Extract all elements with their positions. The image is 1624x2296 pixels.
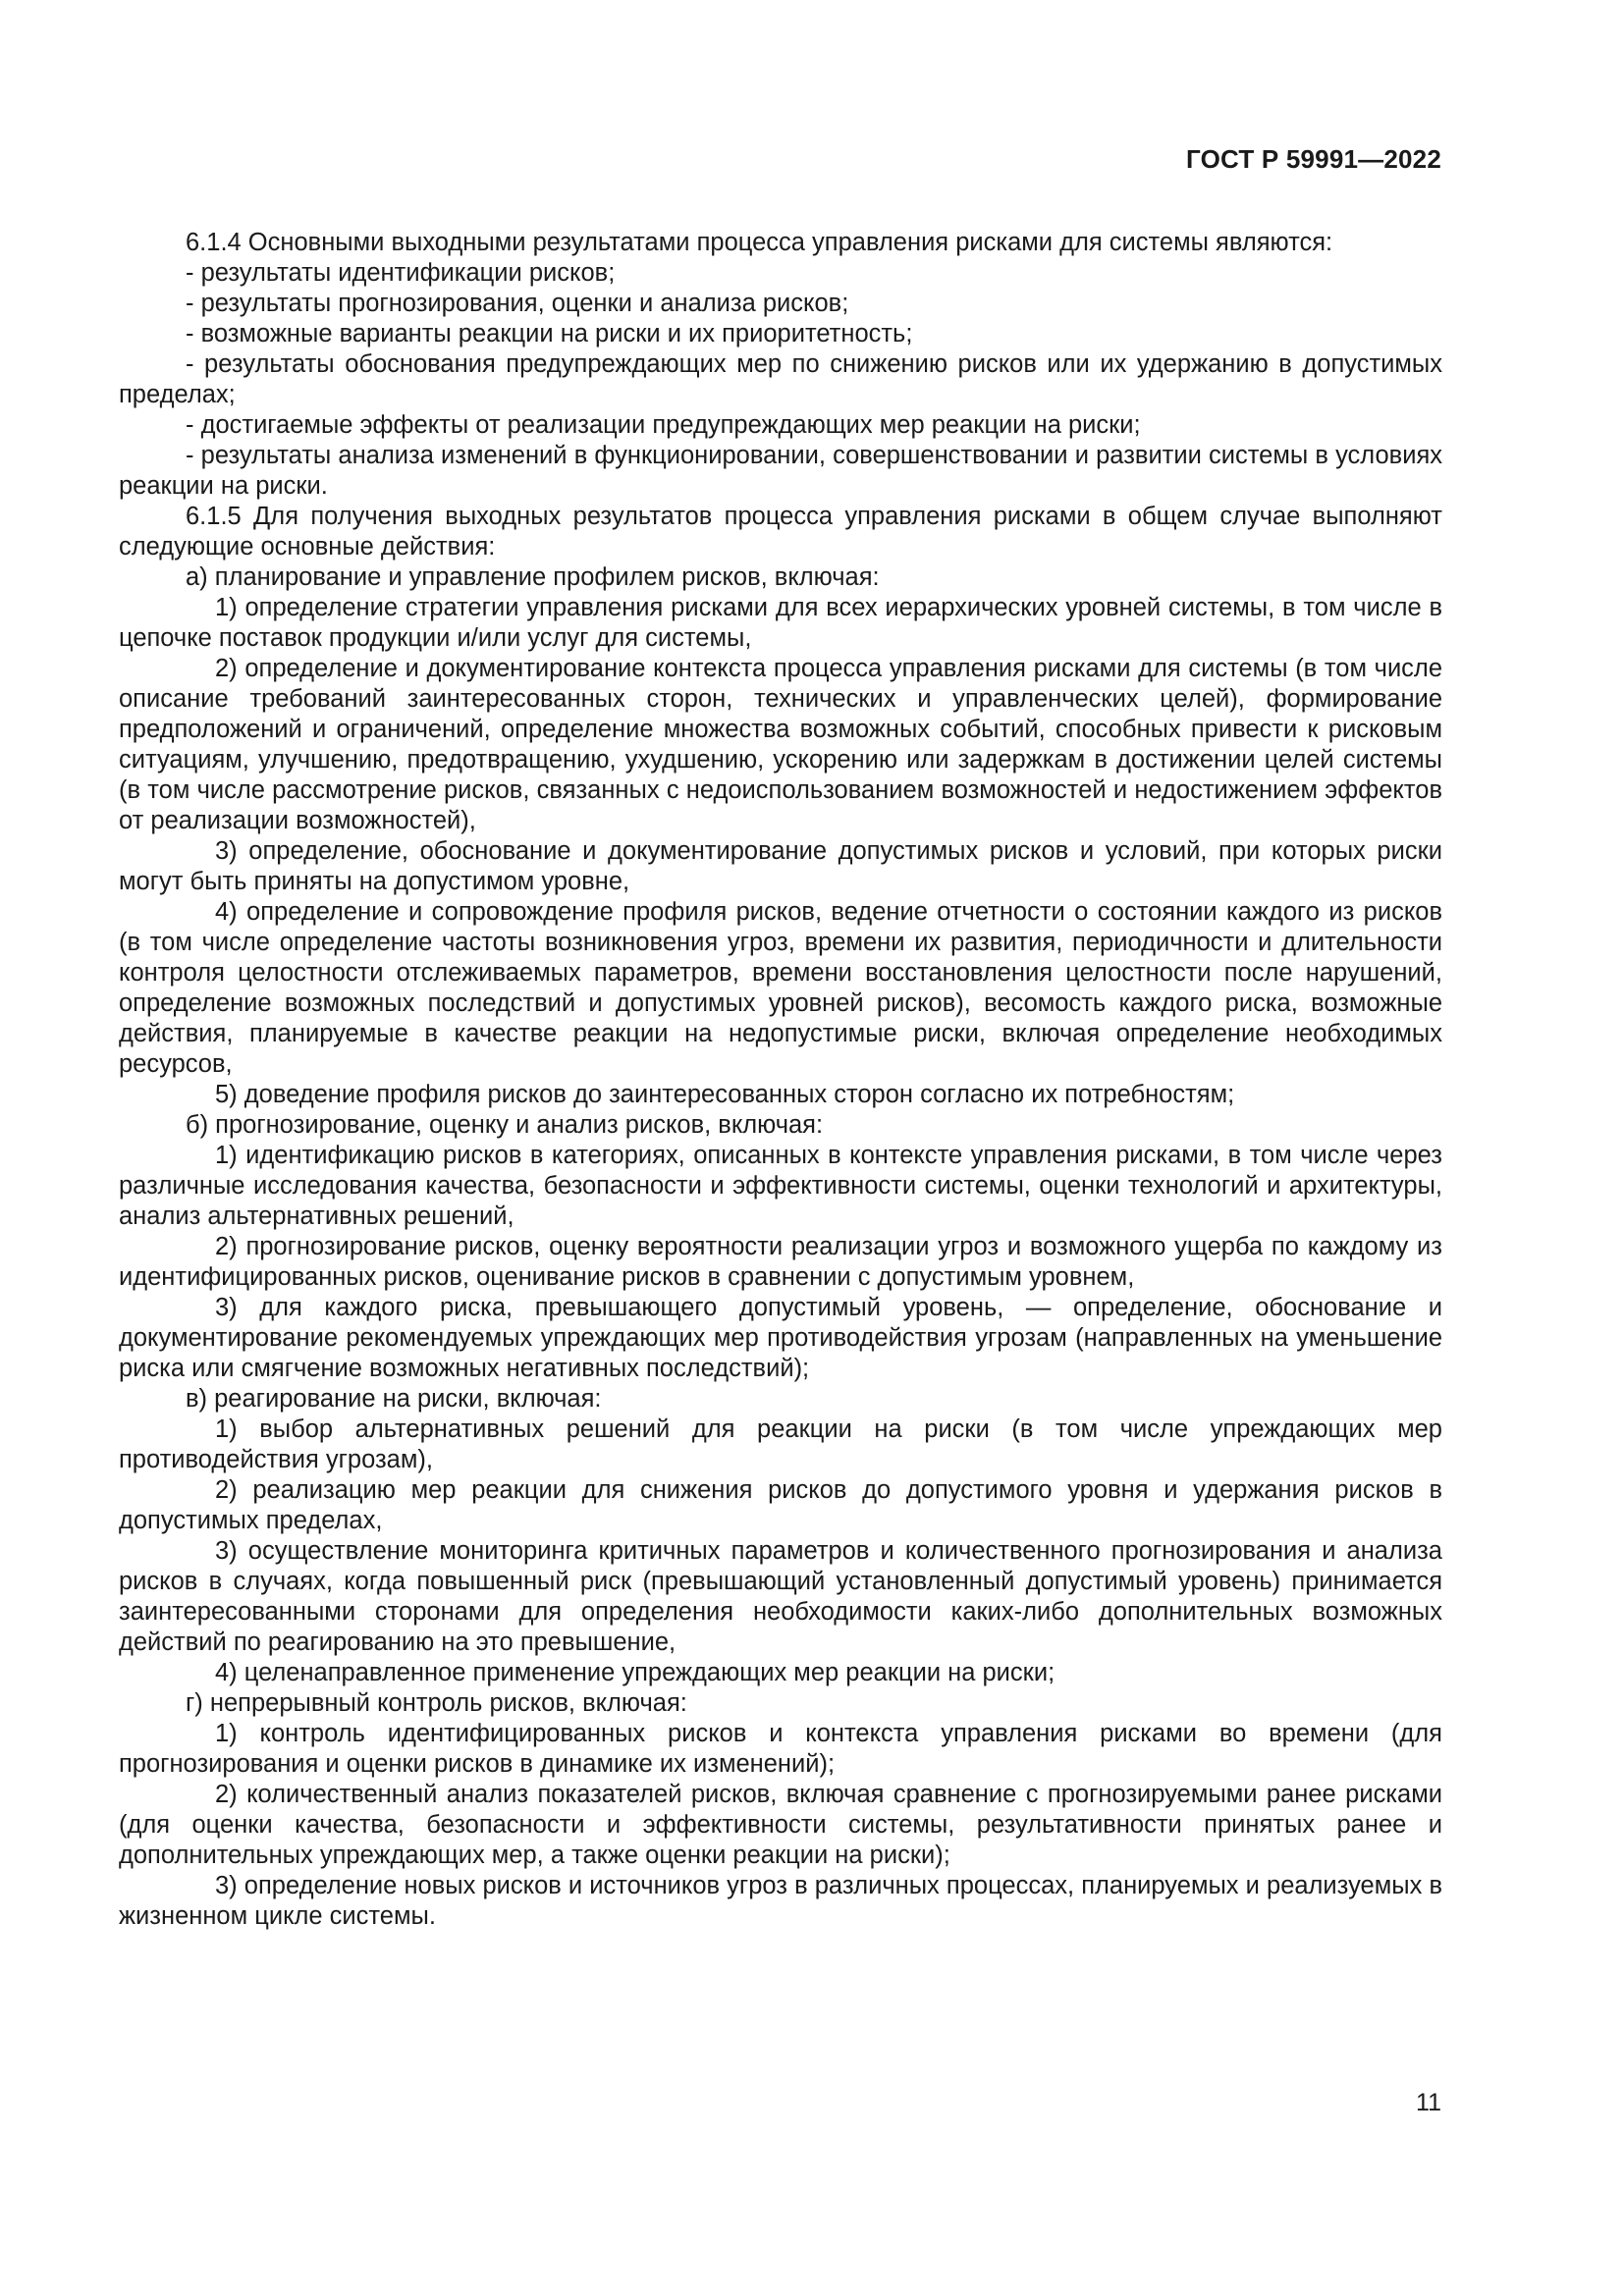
- paragraph: 2) реализацию мер реакции для снижения рисков до допустимого уровня и удержания рисков в допустимых пределах,: [119, 1476, 1442, 1534]
- paragraph: - результаты анализа изменений в функционировании, совершенствовании и развитии системы в условиях реакции на риски.: [119, 442, 1442, 500]
- paragraph: а) планирование и управление профилем рисков, включая:: [186, 563, 880, 591]
- paragraph: 2) количественный анализ показателей рисков, включая сравнение с прогнозируемыми ранее рисками (для оценки качества, безопасности и эффективности системы, результативности принятых ранее и дополнительных упреждающих мер, а также оценки реакции на риски);: [119, 1781, 1442, 1869]
- paragraph: 5) доведение профиля рисков до заинтересованных сторон согласно их потребностям;: [215, 1081, 1235, 1108]
- paragraph: 3) определение, обоснование и документирование допустимых рисков и условий, при которых риски могут быть приняты на допустимом уровне,: [119, 837, 1442, 895]
- document-code-header: ГОСТ Р 59991—2022: [1186, 144, 1441, 174]
- paragraph: 1) определение стратегии управления рисками для всех иерархических уровней системы, в том числе в цепочке поставок продукции и/или услуг для системы,: [119, 594, 1442, 652]
- page-number: 11: [1416, 2089, 1441, 2116]
- paragraph: 2) определение и документирование контекста процесса управления рисками для системы (в том числе описание требований заинтересованных сторон, технических и управленческих целей), формирование предположений и ограничений, определение множества возможных событий, способных привести к рисковым ситуациям, улучшению, предотвращению, ухудшению, ускорению или задержкам в достижении целей системы (в том числе рассмотрение рисков, связанных с недоиспользованием возможностей и недостижением эффектов от реализации возможностей),: [119, 655, 1442, 834]
- paragraph: в) реагирование на риски, включая:: [186, 1385, 602, 1413]
- paragraph: 4) целенаправленное применение упреждающих мер реакции на риски;: [215, 1659, 1056, 1686]
- paragraph: 1) идентификацию рисков в категориях, описанных в контексте управления рисками, в том числе через различные исследования качества, безопасности и эффективности системы, оценки технологий и архитектуры, анализ альтернативных решений,: [119, 1142, 1442, 1230]
- paragraph: 3) осуществление мониторинга критичных параметров и количественного прогнозирования и анализа рисков в случаях, когда повышенный риск (превышающий установленный допустимый уровень) принимается заинтересованными сторонами для определения необходимости каких-либо дополнительных возможных действий по реагированию на это превышение,: [119, 1537, 1442, 1656]
- paragraph: - результаты идентификации рисков;: [186, 259, 616, 287]
- paragraph: 1) выбор альтернативных решений для реакции на риски (в том числе упреждающих мер противодействия угрозам),: [119, 1415, 1442, 1473]
- document-body: [119, 228, 1442, 1932]
- paragraph: - результаты обоснования предупреждающих мер по снижению рисков или их удержанию в допустимых пределах;: [119, 350, 1442, 408]
- paragraph: б) прогнозирование, оценку и анализ рисков, включая:: [186, 1111, 824, 1139]
- paragraph: 6.1.5 Для получения выходных результатов процесса управления рисками в общем случае выполняют следующие основные действия:: [119, 503, 1442, 561]
- paragraph: - достигаемые эффекты от реализации предупреждающих мер реакции на риски;: [186, 411, 1141, 439]
- paragraph: г) непрерывный контроль рисков, включая:: [186, 1689, 687, 1717]
- paragraph: - результаты прогнозирования, оценки и анализа рисков;: [186, 290, 849, 317]
- paragraph: 1) контроль идентифицированных рисков и контекста управления рисками во времени (для прогнозирования и оценки рисков в динамике их изменений);: [119, 1720, 1442, 1778]
- paragraph: 6.1.4 Основными выходными результатами процесса управления рисками для системы являются:: [186, 229, 1333, 256]
- paragraph: 3) определение новых рисков и источников угроз в различных процессах, планируемых и реализуемых в жизненном цикле системы.: [119, 1872, 1442, 1930]
- paragraph: - возможные варианты реакции на риски и их приоритетность;: [186, 320, 913, 347]
- paragraph: 2) прогнозирование рисков, оценку вероятности реализации угроз и возможного ущерба по каждому из идентифицированных рисков, оценивание рисков в сравнении с допустимым уровнем,: [119, 1233, 1442, 1291]
- paragraph: 3) для каждого риска, превышающего допустимый уровень, — определение, обоснование и документирование рекомендуемых упреждающих мер противодействия угрозам (направленных на уменьшение риска или смягчение возможных негативных последствий);: [119, 1294, 1442, 1382]
- paragraph: 4) определение и сопровождение профиля рисков, ведение отчетности о состоянии каждого из рисков (в том числе определение частоты возникновения угроз, времени их развития, периодичности и длительности контроля целостности отслеживаемых параметров, времени восстановления целостности после нарушений, определение возможных последствий и допустимых уровней рисков), весомость каждого риска, возможные действия, планируемые в качестве реакции на недопустимые риски, включая определение необходимых ресурсов,: [119, 898, 1442, 1078]
